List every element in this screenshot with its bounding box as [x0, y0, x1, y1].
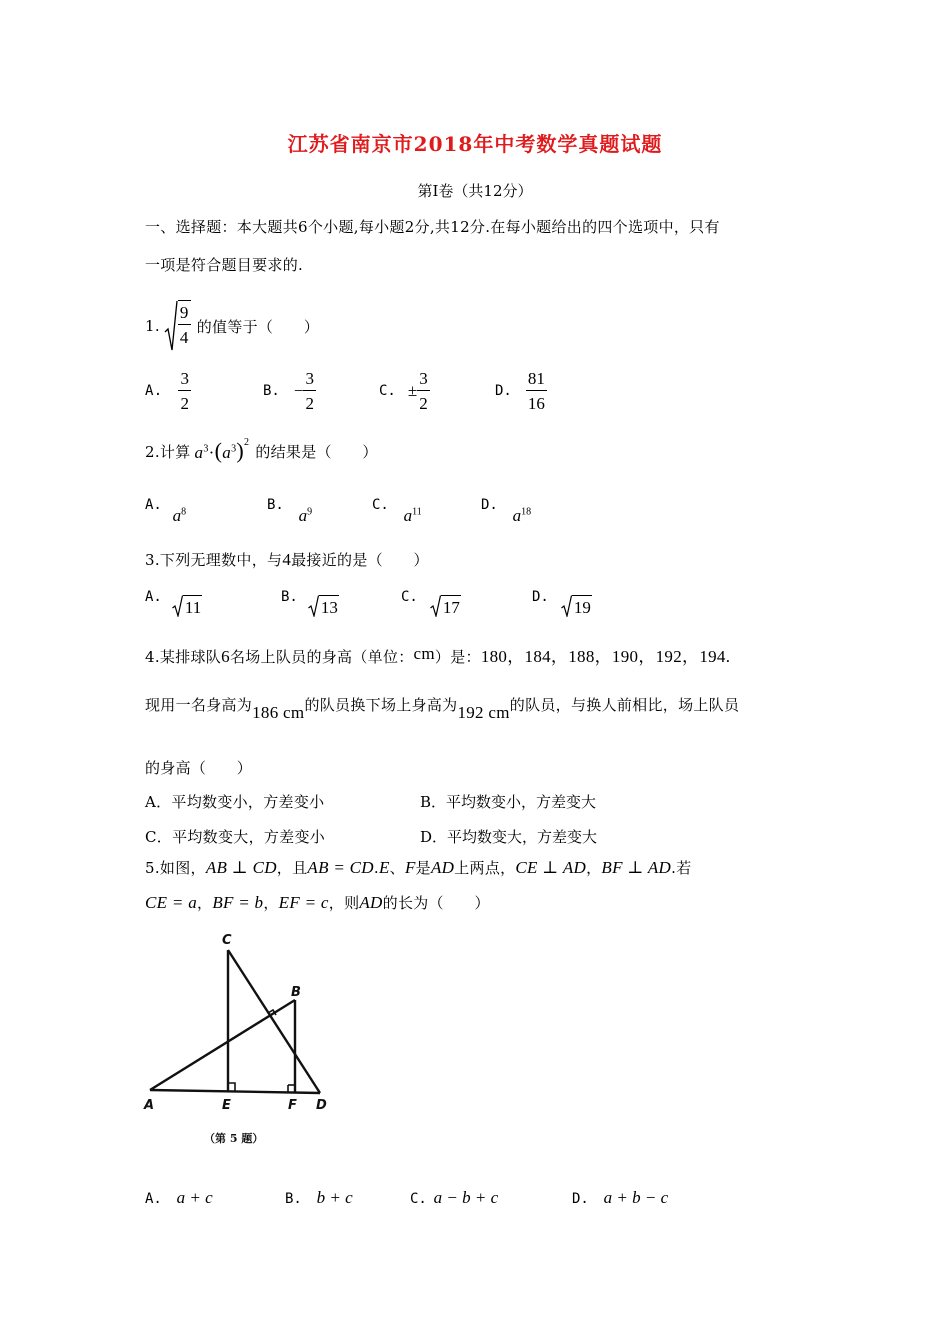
question-3-text-b: 最接近的是（ ） [291, 551, 429, 569]
question-4-line1: 4.某排球队6名场上队员的身高（单位：cm）是：180，184，188，190，192，194. [145, 644, 731, 666]
question-1-radical [164, 300, 191, 352]
question-3-option-c[interactable]: C. 17 [401, 589, 460, 617]
question-1-option-d[interactable] [495, 370, 547, 412]
question-1-option-b[interactable] [263, 370, 316, 412]
fraction-numerator: 3 [178, 370, 191, 391]
question-2-prefix: 2.计算 [145, 442, 191, 461]
section-instructions-line1: 一、选择题：本大题共6个小题,每小题2分,共12分.在每小题给出的四个选项中，只有 [145, 218, 720, 236]
option-label: C. [372, 497, 389, 513]
question-1-text: 的值等于（ ） [196, 317, 320, 336]
radical-sign-icon [430, 595, 441, 617]
label-d: D [316, 1098, 327, 1113]
question-3 [145, 549, 429, 570]
question-4-option-a[interactable]: A．平均数变小，方差变小 [145, 793, 325, 811]
option-label: D. [572, 1191, 589, 1207]
fraction-numerator: 3 [417, 370, 430, 391]
fraction-denominator: 2 [419, 394, 428, 413]
option-expression: a + b − c [603, 1188, 669, 1207]
question-4-option-b[interactable]: B．平均数变小，方差变大 [420, 793, 597, 811]
option-label: A. [145, 497, 162, 513]
question-1-option-c[interactable] [379, 370, 430, 412]
option-sign: − [293, 381, 304, 400]
label-f: F [288, 1098, 297, 1113]
fraction-denominator: 2 [305, 394, 314, 413]
radical-sign-icon [561, 595, 572, 617]
question-3-option-d[interactable]: D. 19 [532, 589, 591, 617]
question-5-option-c[interactable] [410, 1188, 498, 1208]
segment-ab [150, 1000, 295, 1090]
question-2-option-d[interactable]: D. $a^{18}$ [481, 497, 532, 525]
option-label: D. [532, 589, 549, 605]
radical-sign-icon [308, 595, 319, 617]
question-2-option-b[interactable]: B. $a^9$ [267, 497, 313, 525]
question-1 [145, 300, 319, 352]
option-label: A. [145, 1191, 162, 1207]
radical-numerator: 9 [178, 304, 191, 325]
option-label: B. [281, 589, 298, 605]
option-label: A. [145, 589, 162, 605]
option-expression: b + c [316, 1188, 353, 1207]
fraction-numerator: 3 [303, 370, 316, 391]
radical-sign-icon [164, 300, 178, 352]
question-4-line3: 的身高（ ） [145, 759, 253, 777]
question-5-line1: 5.如图，AB ⊥ CD，且AB = CD.E、F是AD上两点，CE ⊥ AD，BF ⊥ AD.若 [145, 858, 692, 877]
option-expression: a + c [176, 1188, 213, 1207]
option-label: C. [379, 383, 396, 399]
option-label: A. [145, 383, 163, 399]
question-3-option-a[interactable]: A. 11 [145, 589, 202, 617]
question-4-option-c[interactable]: C．平均数变大，方差变小 [145, 828, 326, 846]
page-title: 江苏省南京市2018年中考数学真题试题 [287, 132, 663, 156]
fraction-denominator: 2 [180, 394, 190, 413]
question-4-line2: 现用一名身高为186 cm的队员换下场上身高为192 cm的队员，与换人前相比，场上队员 [145, 696, 740, 722]
question-2-option-a[interactable]: A. $a^8$ [145, 497, 187, 525]
question-3-option-b[interactable]: B. 13 [281, 589, 338, 617]
question-5-line2: CE = a，BF = b，EF = c，则AD的长为（ ） [145, 893, 490, 912]
section-subtitle: 第Ⅰ卷（共12分） [417, 182, 533, 200]
question-3-number: 4 [282, 550, 292, 569]
radical-sign-icon [172, 595, 183, 617]
option-label: B. [285, 1191, 302, 1207]
question-2-expression: $a^3\cdot(a^3)^2$ [194, 437, 250, 463]
option-sign: ± [407, 381, 418, 400]
label-a: A [144, 1098, 155, 1113]
option-expression: a − b + c [433, 1188, 499, 1207]
option-label: C. [410, 1191, 427, 1207]
question-2-option-c[interactable]: C. $a^{11}$ [372, 497, 422, 525]
label-b: B [291, 985, 301, 1000]
option-label: D. [481, 497, 498, 513]
question-2-suffix: 的结果是（ ） [255, 442, 378, 461]
option-label: B. [267, 497, 284, 513]
label-e: E [222, 1098, 231, 1113]
question-3-text-a: 3.下列无理数中，与 [145, 551, 283, 569]
label-c: C [222, 933, 232, 948]
fraction-denominator: 16 [527, 394, 545, 413]
section-instructions-line2: 一项是符合题目要求的. [145, 256, 304, 274]
question-5-option-d[interactable] [572, 1188, 668, 1208]
question-1-option-a[interactable] [145, 370, 191, 412]
question-4-option-d[interactable]: D．平均数变大，方差变大 [420, 828, 598, 846]
question-5-option-a[interactable] [145, 1188, 213, 1208]
question-5-option-b[interactable] [285, 1188, 353, 1208]
option-label: C. [401, 589, 418, 605]
question-2 [145, 438, 378, 464]
question-5-figure [140, 925, 340, 1155]
segment-cd [228, 950, 320, 1093]
figure-caption: （第 5 题） [204, 1132, 264, 1145]
question-1-number: 1. [145, 317, 160, 335]
option-label: D. [495, 383, 512, 399]
radical-denominator: 4 [179, 328, 189, 347]
fraction-numerator: 81 [526, 370, 547, 391]
option-label: B. [263, 383, 280, 399]
